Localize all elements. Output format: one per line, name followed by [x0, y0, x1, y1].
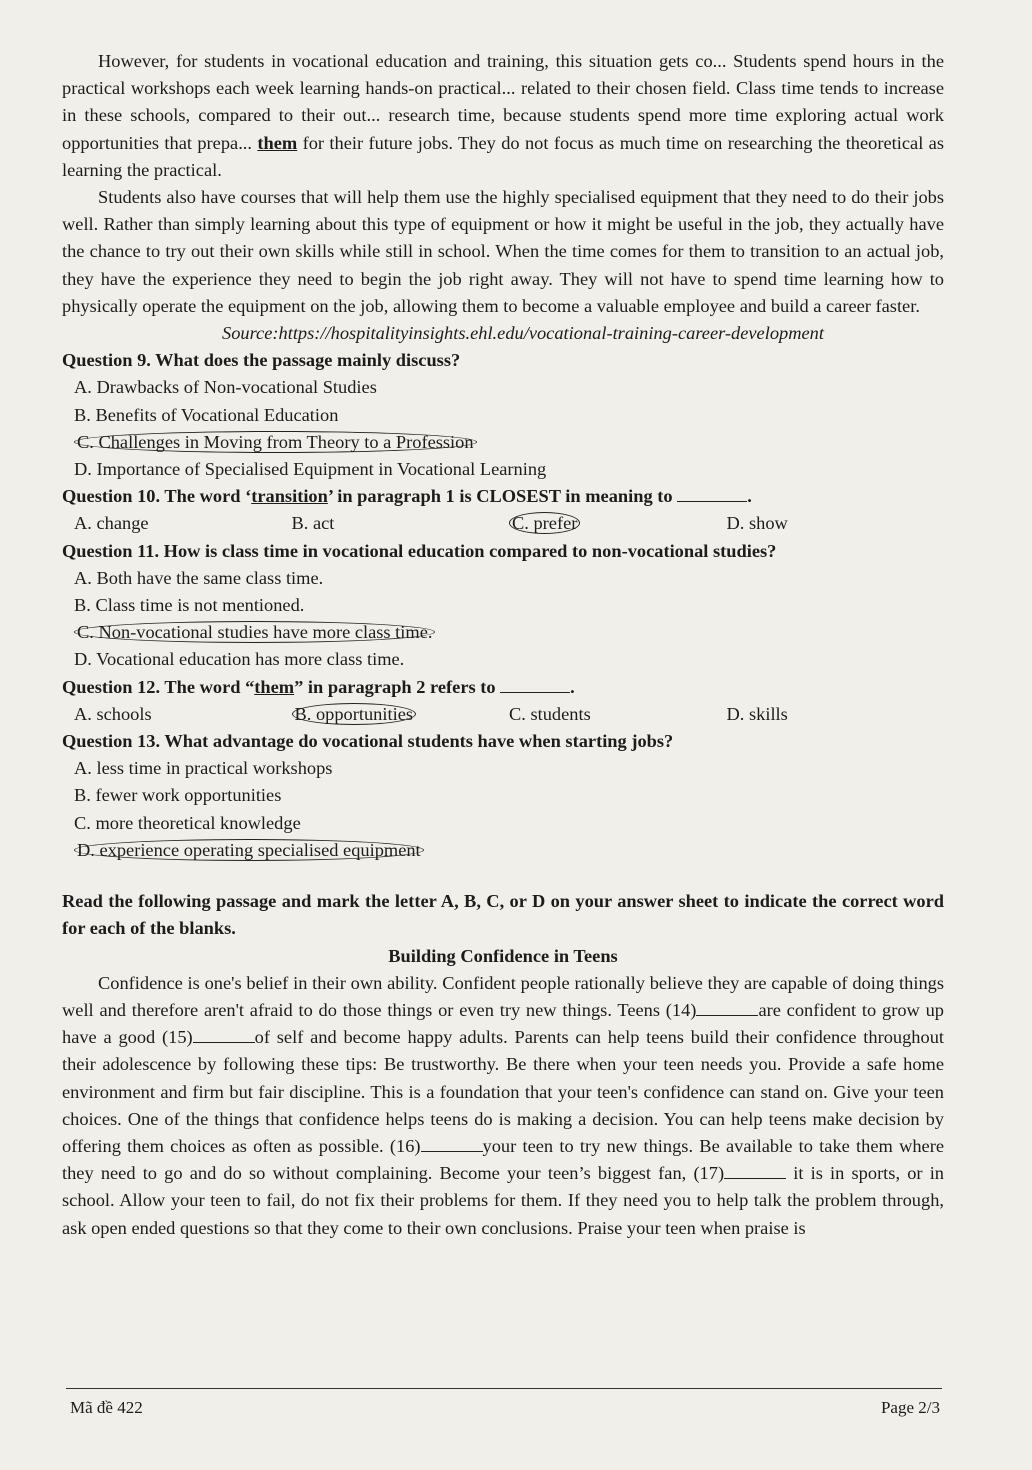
question-stem: Question 10. The word ‘transition’ in paragraph 1 is CLOSEST in meaning to . — [62, 486, 752, 507]
exam-code: Mã đề 422 — [70, 1398, 143, 1417]
option-b[interactable]: B. act — [291, 513, 335, 534]
option-a[interactable]: A. Drawbacks of Non-vocational Studies — [74, 377, 377, 398]
answer-circle: C. prefer — [509, 512, 580, 534]
option-b[interactable] — [292, 701, 510, 728]
blank-17[interactable] — [724, 1162, 786, 1179]
question-stem: Question 9. What does the passage mainly discuss? — [62, 350, 461, 371]
option-a[interactable]: A. Both have the same class time. — [74, 567, 324, 588]
answer-circle: D. experience operating specialised equipment — [74, 839, 424, 861]
answer-blank — [677, 485, 747, 502]
question-stem: Question 11. How is class time in vocational education compared to non-vocational studies? — [62, 540, 777, 561]
question-11 — [62, 538, 944, 674]
question-stem: Question 12. The word “them” in paragraph 2 refers to . — [62, 676, 575, 697]
option-d[interactable]: D. Vocational education has more class time. — [74, 649, 405, 670]
option-b[interactable]: B. fewer work opportunities — [74, 785, 282, 806]
answer-circle: B. opportunities — [292, 703, 417, 725]
option-c[interactable] — [62, 619, 944, 646]
option-a[interactable]: A. schools — [74, 703, 152, 724]
answer-blank — [500, 676, 570, 693]
underlined-them: them — [257, 132, 298, 153]
passage-title: Building Confidence in Teens — [388, 945, 618, 966]
question-12 — [62, 674, 944, 728]
answer-circle: C. Challenges in Moving from Theory to a Profession — [74, 431, 477, 453]
option-c[interactable] — [509, 510, 727, 537]
blank-16[interactable] — [421, 1135, 483, 1152]
page-footer — [70, 1398, 940, 1418]
option-c[interactable]: C. more theoretical knowledge — [74, 812, 301, 833]
section-instruction: Read the following passage and mark the letter A, B, C, or D on your answer sheet to indicate the correct word for each of the blanks. — [62, 891, 944, 939]
passage-paragraph-2: Students also have courses that will help them use the highly specialised equipment that they need to do their jobs well. Rather than simply learning about this type of equipment or how it might be useful in the job, they actually have the chance to try out their own skills while still in school. When the time comes for them to transition to an actual job, they have the experience they need to begin the job right away. They will not have to spend time learning how to physically operate the equipment on the job, allowing them to become a valuable employee and build a career faster. — [62, 187, 944, 316]
option-row — [62, 701, 944, 728]
answer-circle: C. Non-vocational studies have more class time. — [74, 621, 435, 643]
option-a[interactable]: A. less time in practical workshops — [74, 758, 333, 779]
page-number: Page 2/3 — [880, 1398, 940, 1417]
question-10 — [62, 483, 944, 537]
passage-source: Source:https://hospitalityinsights.ehl.edu/vocational-training-career-development — [222, 323, 824, 344]
option-c[interactable] — [62, 429, 944, 456]
option-a[interactable]: A. change — [74, 513, 149, 534]
cloze-passage: Confidence is one's belief in their own ability. Confident people rationally believe they are capable of doing things well and therefore aren't afraid to do those things or even try new things. Teens (14) are confident to grow up have a good (15) of self and become happy adults. Parents can help teens build their confidence throughout their adolescence by following these tips: Be trustworthy. Be there when your teen needs you. Provide a safe home environment and firm but fair discipline. This is a foundation that your teen's confidence can stand on. Give your teen choices. One of the things that confidence helps teens do is making a decision. You can help teens make decision by offering them choices as often as possible. (16) your teen to try new things. Be available to take them where they need to go and do so without complaining. Become your teen’s biggest fan, (17) it is in sports, or in school. Allow your teen to fail, do not fix their problems for them. If they need you to help talk the problem through, ask open ended questions so that they come to their own conclusions. Praise your teen when praise is — [62, 972, 945, 1238]
question-9 — [62, 347, 944, 483]
passage-paragraph-1: However, for students in vocational education and training, this situation gets co... Students spend hours in the practical workshops each week learning hands-on practical... related to their chosen field. Class time tends to increase in these schools, compared to their out... research time, because students spend more time exploring actual work opportunities that prepa... them for their future jobs. They do not focus as much time on researching the theoretical as learning the practical. — [62, 51, 944, 180]
option-d[interactable]: D. skills — [726, 703, 788, 724]
blank-14[interactable] — [696, 999, 758, 1016]
option-d[interactable]: D. show — [726, 513, 788, 534]
option-c[interactable]: C. students — [509, 703, 591, 724]
option-d[interactable] — [62, 837, 944, 864]
option-d[interactable]: D. Importance of Specialised Equipment in Vocational Learning — [74, 459, 547, 480]
option-row — [62, 510, 944, 537]
blank-15[interactable] — [193, 1026, 255, 1043]
option-b[interactable]: B. Class time is not mentioned. — [74, 595, 305, 616]
question-stem: Question 13. What advantage do vocational students have when starting jobs? — [62, 731, 674, 752]
option-b[interactable]: B. Benefits of Vocational Education — [74, 404, 339, 425]
footer-divider — [66, 1388, 942, 1389]
question-13 — [62, 728, 944, 864]
